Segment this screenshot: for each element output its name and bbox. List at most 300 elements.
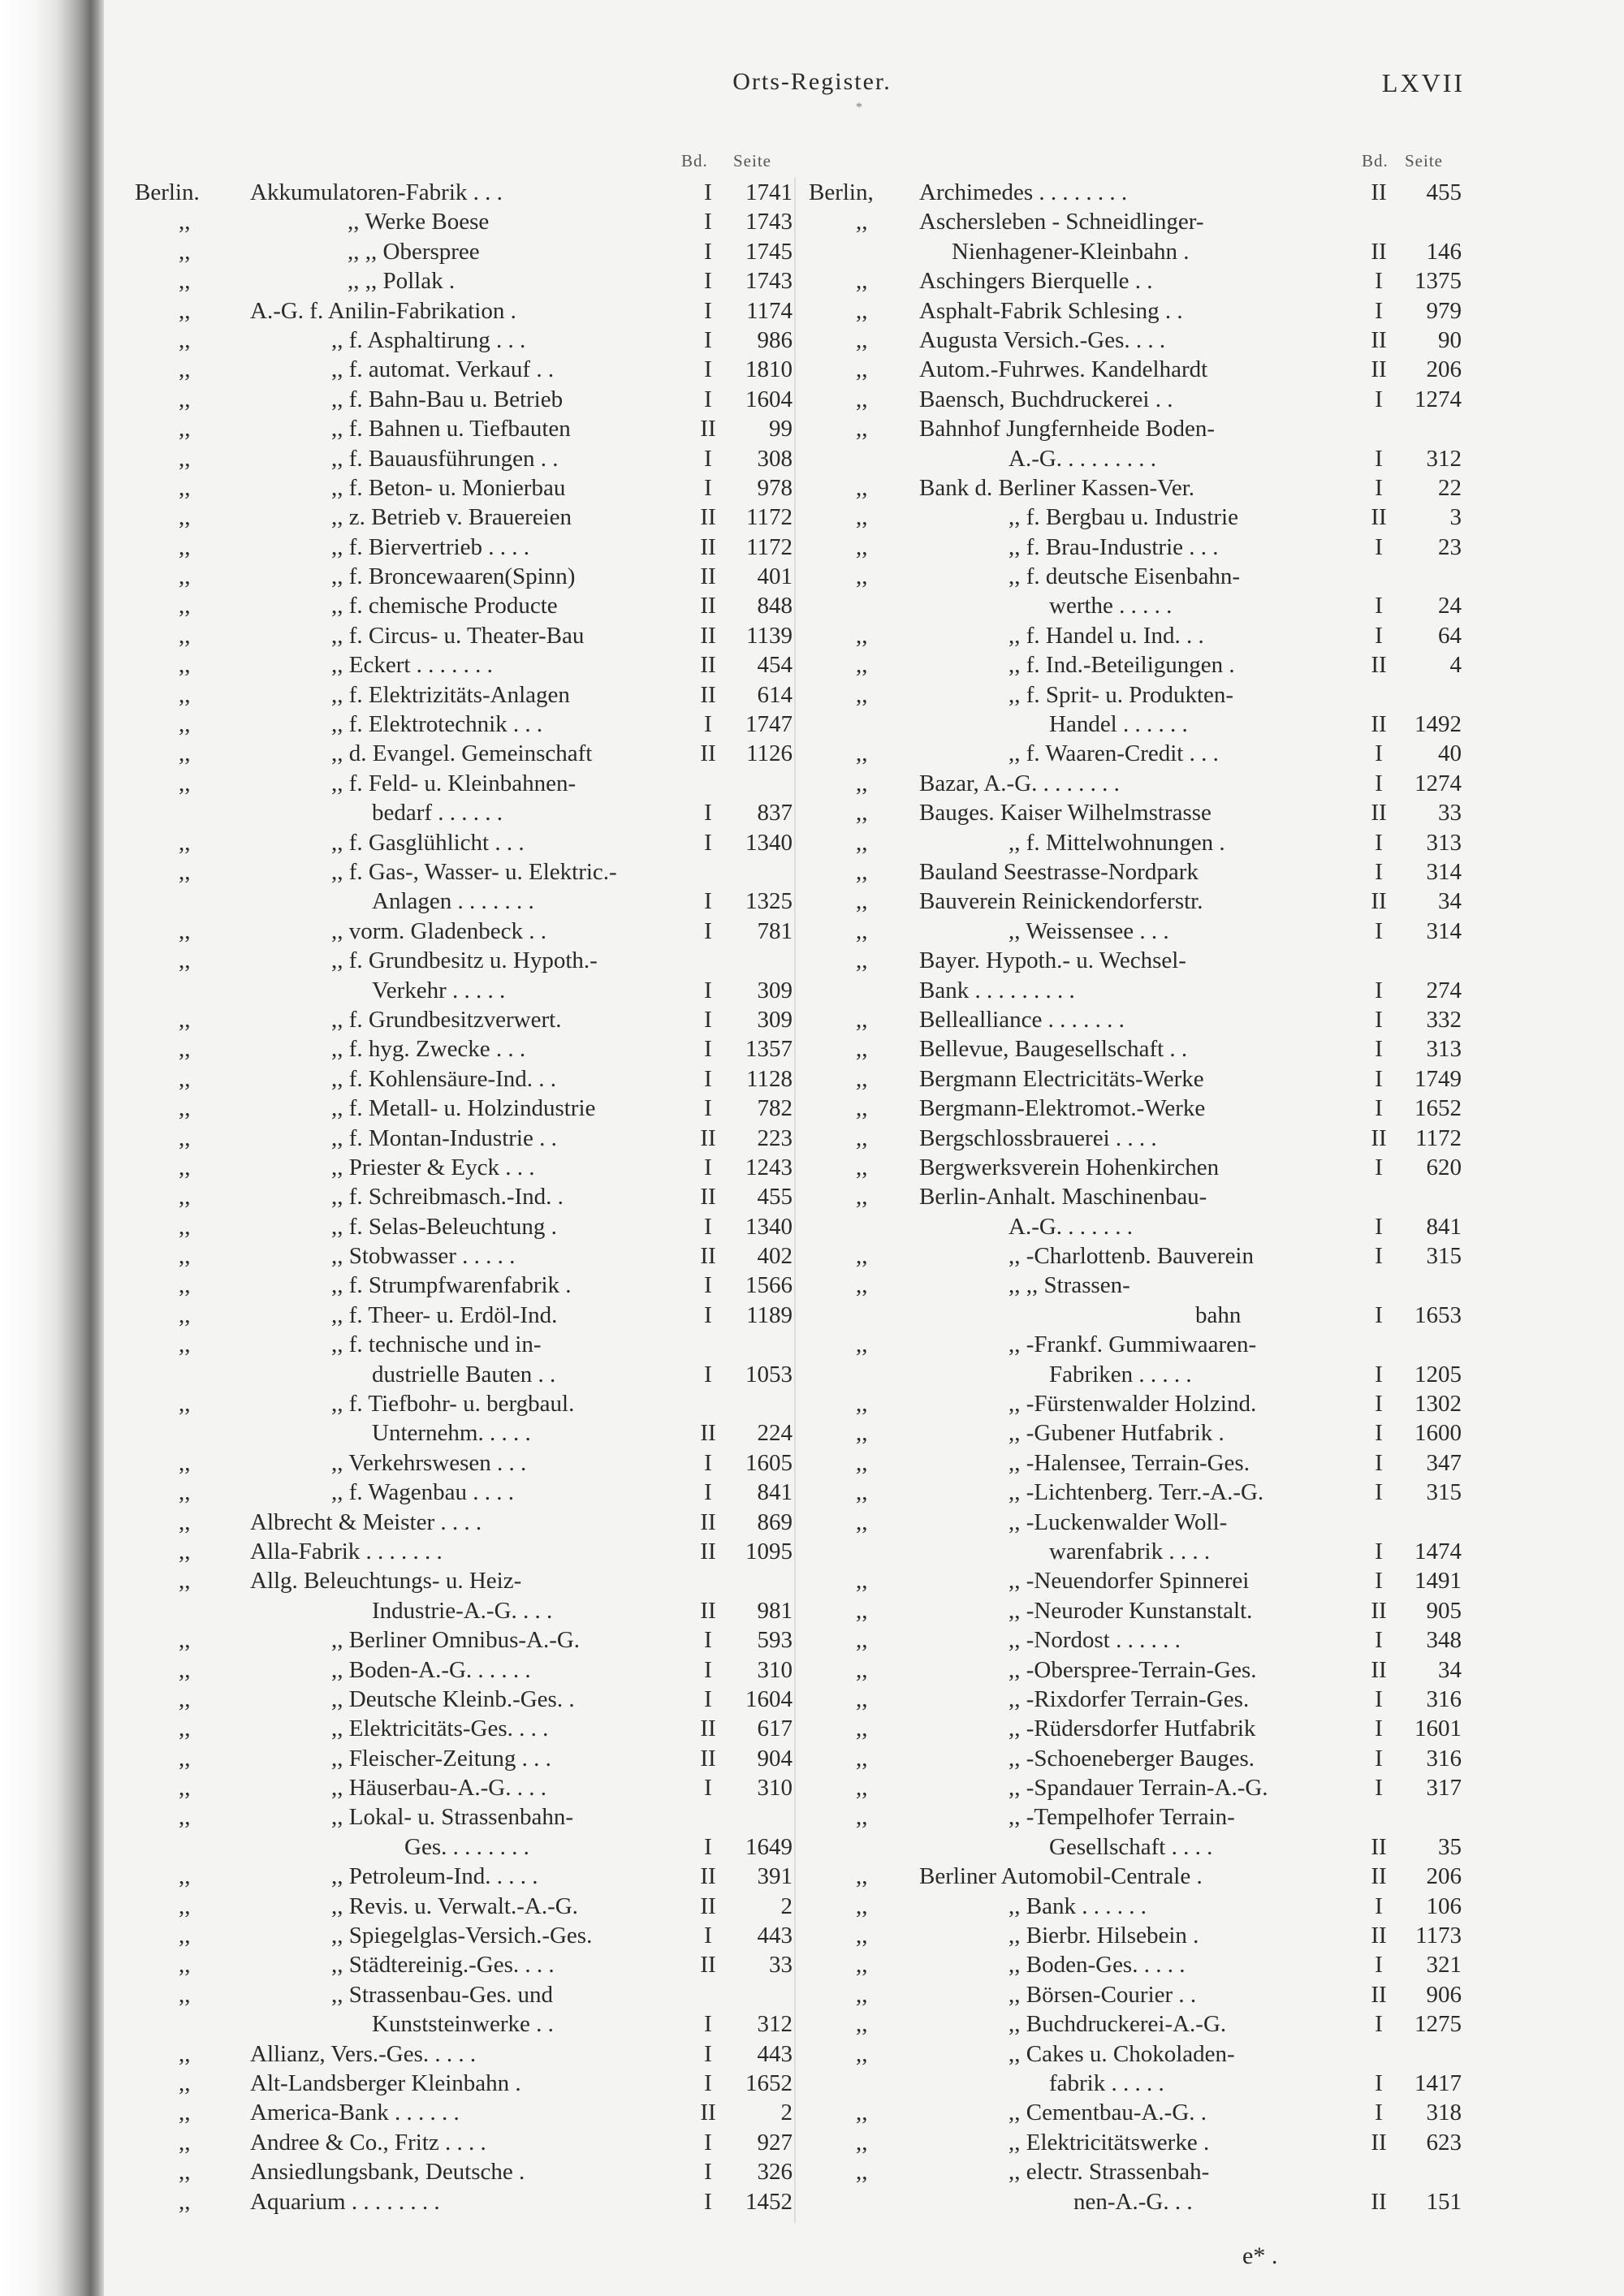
entry-prefix: ,, <box>179 711 191 738</box>
volume-number: I <box>704 1301 712 1328</box>
page-reference: 313 <box>1426 829 1462 856</box>
entry-name: ,, -Spandauer Terrain-A.-G. <box>1009 1775 1268 1802</box>
index-entry <box>0 444 1624 473</box>
volume-number: II <box>700 504 716 531</box>
entry-name: Bergmann Electricitäts-Werke <box>919 1065 1204 1092</box>
page-reference: 1749 <box>1415 1065 1462 1092</box>
entry-name: A.-G. f. Anilin-Fabrikation . <box>250 297 516 324</box>
entry-prefix: ,, <box>179 504 191 531</box>
entry-name: ,, Lokal- u. Strassenbahn- <box>331 1804 573 1831</box>
volume-number: I <box>1375 1745 1383 1772</box>
entry-prefix: ,, <box>856 1331 868 1358</box>
entry-prefix: ,, <box>856 1685 868 1712</box>
entry-prefix: ,, <box>856 1981 868 2008</box>
index-entry <box>0 1596 1624 1625</box>
entry-name: ,, f. automat. Verkauf . . <box>331 356 555 383</box>
entry-prefix: ,, <box>856 2040 868 2067</box>
page-reference: 1605 <box>745 1449 793 1476</box>
volume-number: II <box>700 1952 716 1979</box>
entry-name: ,, f. Sprit- u. Produkten- <box>1009 681 1234 708</box>
volume-number: II <box>700 2100 716 2126</box>
index-entry <box>0 1005 1624 1034</box>
index-entry <box>0 562 1624 591</box>
page-reference: 1172 <box>746 533 793 560</box>
index-entry <box>0 1094 1624 1123</box>
entry-name: ,, f. deutsche Eisenbahn- <box>1009 563 1241 590</box>
entry-name: ,, -Neuendorfer Spinnerei <box>1009 1568 1250 1595</box>
page-reference: 593 <box>757 1627 793 1654</box>
entry-name: Anlagen . . . . . . . <box>372 888 534 915</box>
entry-prefix: ,, <box>856 1627 868 1654</box>
index-entry <box>0 946 1624 975</box>
page-reference: 1652 <box>1415 1095 1462 1122</box>
entry-prefix: ,, <box>179 1213 191 1240</box>
entry-prefix: ,, <box>856 326 868 353</box>
page-reference: 1745 <box>745 238 793 265</box>
volume-number: II <box>1371 800 1387 826</box>
entry-name: Verkehr . . . . . <box>372 977 506 1003</box>
volume-number: I <box>704 888 712 915</box>
volume-number: I <box>1375 1449 1383 1476</box>
entry-name: ,, f. Bahnen u. Tiefbauten <box>331 416 571 442</box>
index-entry <box>0 1832 1624 1862</box>
volume-number: II <box>1371 2129 1387 2156</box>
entry-prefix: ,, <box>856 1745 868 1772</box>
index-entry <box>0 1271 1624 1300</box>
entry-prefix: Berlin, <box>809 179 874 205</box>
page-reference: 146 <box>1426 238 1462 265</box>
volume-number: I <box>1375 445 1383 472</box>
volume-number: I <box>704 1006 712 1033</box>
entry-name: Ges. . . . . . . . <box>404 1833 529 1860</box>
volume-number: I <box>704 1449 712 1476</box>
volume-number: I <box>1375 1952 1383 1979</box>
page-reference: 35 <box>1438 1833 1462 1860</box>
page-reference: 1452 <box>745 2188 793 2215</box>
entry-name: ,, ,, Strassen- <box>1009 1272 1130 1299</box>
page-reference: 1095 <box>745 1538 793 1564</box>
volume-number: I <box>1375 770 1383 796</box>
entry-prefix: ,, <box>179 1538 191 1564</box>
entry-name: ,, Revis. u. Verwalt.-A.-G. <box>331 1892 578 1919</box>
volume-number: II <box>1371 356 1387 383</box>
entry-name: Nienhagener-Kleinbahn . <box>952 238 1190 265</box>
entry-name: ,, -Fürstenwalder Holzind. <box>1009 1391 1257 1418</box>
entry-name: ,, -Charlottenb. Bauverein <box>1009 1243 1254 1270</box>
entry-name: bedarf . . . . . . <box>372 800 503 826</box>
entry-prefix: ,, <box>179 209 191 235</box>
index-entry <box>0 2009 1624 2039</box>
entry-prefix: ,, <box>856 917 868 944</box>
index-entry <box>0 1360 1624 1389</box>
volume-number: I <box>1375 1479 1383 1506</box>
entry-name: ,, f. Bahn-Bau u. Betrieb <box>331 386 564 412</box>
page-reference: 981 <box>757 1597 793 1624</box>
index-entry <box>0 1034 1624 1064</box>
entry-prefix: ,, <box>179 1243 191 1270</box>
index-entry <box>0 2128 1624 2157</box>
entry-prefix: ,, <box>856 1184 868 1211</box>
page-reference: 1357 <box>745 1036 793 1063</box>
entry-name: ,, f. Theer- u. Erdöl-Ind. <box>331 1301 558 1328</box>
entry-name: Bellevue, Baugesellschaft . . <box>919 1036 1188 1063</box>
entry-prefix: ,, <box>856 416 868 442</box>
index-entry <box>0 1182 1624 1211</box>
page-title: Orts-Register. <box>732 68 892 95</box>
entry-prefix: ,, <box>856 297 868 324</box>
entry-name: Gesellschaft . . . . <box>1049 1833 1213 1860</box>
entry-prefix: ,, <box>179 1449 191 1476</box>
volume-number: II <box>1371 1124 1387 1151</box>
entry-name: ,, f. Circus- u. Theater-Bau <box>331 622 585 649</box>
entry-prefix: ,, <box>856 888 868 915</box>
page-reference: 927 <box>757 2129 793 2156</box>
volume-number: II <box>1371 1656 1387 1683</box>
entry-prefix: ,, <box>179 829 191 856</box>
entry-name: Augusta Versich.-Ges. . . . <box>919 326 1166 353</box>
entry-name: Bellealliance . . . . . . . <box>919 1006 1125 1033</box>
page-reference: 979 <box>1426 297 1462 324</box>
page-reference: 1492 <box>1415 711 1462 738</box>
page-reference: 3 <box>1449 504 1462 531</box>
entry-name: ,, Boden-A.-G. . . . . . <box>331 1656 531 1683</box>
index-entry <box>0 296 1624 326</box>
index-entry <box>0 2039 1624 2069</box>
volume-number: I <box>1375 917 1383 944</box>
page-reference: 310 <box>757 1775 793 1802</box>
volume-number: I <box>1375 474 1383 501</box>
entry-name: ,, f. Selas-Beleuchtung . <box>331 1213 557 1240</box>
index-entry <box>0 1714 1624 1743</box>
volume-number: I <box>704 1213 712 1240</box>
page-reference: 223 <box>757 1124 793 1151</box>
entry-prefix: ,, <box>856 800 868 826</box>
entry-name: ,, -Halensee, Terrain-Ges. <box>1009 1449 1250 1476</box>
entry-prefix: ,, <box>856 1656 868 1683</box>
entry-name: ,, f. Elektrotechnik . . . <box>331 711 543 738</box>
index-entry <box>0 2098 1624 2127</box>
page-reference: 1652 <box>745 2070 793 2096</box>
entry-name: ,, f. Schreibmasch.-Ind. . <box>331 1184 564 1211</box>
page-reference: 1172 <box>1415 1124 1462 1151</box>
volume-number: I <box>1375 1685 1383 1712</box>
entry-name: Unternehm. . . . . <box>372 1420 531 1447</box>
index-entry <box>0 355 1624 384</box>
page-reference: 90 <box>1438 326 1462 353</box>
entry-name: ,, f. Bergbau u. Industrie <box>1009 504 1238 531</box>
volume-number: I <box>704 1775 712 1802</box>
page-reference: 1741 <box>745 179 793 205</box>
entry-name: ,, -Schoeneberger Bauges. <box>1009 1745 1255 1772</box>
volume-number: I <box>1375 533 1383 560</box>
volume-number: I <box>704 800 712 826</box>
page-reference: 316 <box>1426 1685 1462 1712</box>
index-entry <box>0 1744 1624 1773</box>
volume-number: II <box>700 533 716 560</box>
entry-prefix: ,, <box>179 268 191 295</box>
entry-name: ,, f. Grundbesitz u. Hypoth.- <box>331 947 598 974</box>
index-entry <box>0 1124 1624 1153</box>
page-reference: 64 <box>1438 622 1462 649</box>
page-reference: 904 <box>757 1745 793 1772</box>
entry-name: ,, electr. Strassenbah- <box>1009 2159 1210 2186</box>
index-entry <box>0 798 1624 827</box>
entry-prefix: ,, <box>179 1981 191 2008</box>
signature-mark: e* . <box>1242 2242 1278 2269</box>
entry-name: dustrielle Bauten . . <box>372 1361 556 1388</box>
entry-name: ,, Börsen-Courier . . <box>1009 1981 1197 2008</box>
index-entry <box>0 2157 1624 2186</box>
entry-prefix: ,, <box>179 1331 191 1358</box>
page-reference: 620 <box>1426 1154 1462 1180</box>
entry-name: ,, -Tempelhofer Terrain- <box>1009 1804 1235 1831</box>
volume-number: I <box>704 2159 712 2186</box>
entry-prefix: ,, <box>179 652 191 679</box>
entry-name: ,, f. Strumpfwarenfabrik . <box>331 1272 572 1299</box>
volume-number: I <box>1375 1154 1383 1180</box>
entry-name: ,, f. Mittelwohnungen . <box>1009 829 1225 856</box>
page-reference: 401 <box>757 563 793 590</box>
page-reference: 2 <box>780 2100 793 2126</box>
page-reference: 1743 <box>745 209 793 235</box>
volume-number: I <box>704 1095 712 1122</box>
entry-prefix: ,, <box>856 1804 868 1831</box>
entry-prefix: ,, <box>179 1892 191 1919</box>
volume-number: I <box>704 977 712 1003</box>
entry-prefix: ,, <box>179 2040 191 2067</box>
index-entry <box>0 1537 1624 1566</box>
entry-prefix: ,, <box>856 1124 868 1151</box>
index-entry <box>0 1685 1624 1714</box>
entry-name: ,, Häuserbau-A.-G. . . . <box>331 1775 546 1802</box>
page-reference: 1566 <box>745 1272 793 1299</box>
index-entry <box>0 857 1624 887</box>
page-reference: 1174 <box>746 297 793 324</box>
volume-number: I <box>1375 1301 1383 1328</box>
entry-name: ,, -Gubener Hutfabrik . <box>1009 1420 1224 1447</box>
entry-prefix: ,, <box>179 1508 191 1535</box>
entry-name: ,, Stobwasser . . . . . <box>331 1243 516 1270</box>
page-reference: 781 <box>757 917 793 944</box>
index-entry <box>0 237 1624 266</box>
volume-number: II <box>1371 179 1387 205</box>
index-entry <box>0 917 1624 946</box>
volume-number: II <box>700 416 716 442</box>
page-reference: 1417 <box>1415 2070 1462 2096</box>
entry-prefix: ,, <box>179 2159 191 2186</box>
entry-name: ,, f. Montan-Industrie . . <box>331 1124 557 1151</box>
entry-prefix: ,, <box>179 681 191 708</box>
index-entry <box>0 1921 1624 1950</box>
entry-prefix: ,, <box>179 1952 191 1979</box>
page-reference: 23 <box>1438 533 1462 560</box>
page-reference: 308 <box>757 445 793 472</box>
entry-prefix: ,, <box>179 1745 191 1772</box>
entry-name: ,, f. Ind.-Beteiligungen . <box>1009 652 1235 679</box>
entry-prefix: ,, <box>179 1272 191 1299</box>
index-entry <box>0 680 1624 710</box>
entry-prefix: ,, <box>179 1095 191 1122</box>
index-entry <box>0 1153 1624 1182</box>
volume-number: II <box>1371 504 1387 531</box>
entry-prefix: ,, <box>856 1892 868 1919</box>
entry-name: ,, f. Bauausführungen . . <box>331 445 559 472</box>
entry-name: Alla-Fabrik . . . . . . . <box>250 1538 443 1564</box>
entry-prefix: ,, <box>856 1952 868 1979</box>
entry-prefix: ,, <box>856 1923 868 1949</box>
index-entry <box>0 2069 1624 2098</box>
page-reference: 848 <box>757 593 793 619</box>
entry-prefix: ,, <box>856 356 868 383</box>
volume-number: I <box>704 1685 712 1712</box>
index-entry <box>0 1625 1624 1655</box>
entry-name: ,, Bierbr. Hilsebein . <box>1009 1923 1199 1949</box>
entry-prefix: ,, <box>179 533 191 560</box>
entry-name: A.-G. . . . . . . <box>1009 1213 1134 1240</box>
index-entry <box>0 266 1624 296</box>
entry-name: ,, Berliner Omnibus-A.-G. <box>331 1627 581 1654</box>
entry-name: ,, Deutsche Kleinb.-Ges. . <box>331 1685 575 1712</box>
page-reference: 315 <box>1426 1479 1462 1506</box>
volume-number: II <box>700 1716 716 1742</box>
entry-name: Archimedes . . . . . . . . <box>919 179 1128 205</box>
entry-prefix: Berlin. <box>135 179 200 205</box>
entry-prefix: ,, <box>179 1154 191 1180</box>
index-entry <box>0 621 1624 650</box>
entry-name: ,, ,, Pollak . <box>348 268 456 295</box>
page-reference: 99 <box>769 416 793 442</box>
entry-name: ,, -Lichtenberg. Terr.-A.-G. <box>1009 1479 1264 1506</box>
volume-number: I <box>704 1036 712 1063</box>
index-entry <box>0 739 1624 768</box>
page-reference: 1340 <box>745 1213 793 1240</box>
entry-name: ,, Elektricitätswerke . <box>1009 2129 1210 2156</box>
entry-name: Albrecht & Meister . . . . <box>250 1508 482 1535</box>
entry-prefix: ,, <box>856 2129 868 2156</box>
entry-prefix: ,, <box>856 770 868 796</box>
page-reference: 614 <box>757 681 793 708</box>
entry-prefix: ,, <box>856 1065 868 1092</box>
volume-number: II <box>700 652 716 679</box>
right-column-entries <box>0 178 1624 2216</box>
page-reference: 312 <box>757 2011 793 2038</box>
index-entry <box>0 1508 1624 1537</box>
entry-name: ,, f. Metall- u. Holzindustrie <box>331 1095 596 1122</box>
volume-number: I <box>704 297 712 324</box>
entry-name: ,, -Rüdersdorfer Hutfabrik <box>1009 1716 1256 1742</box>
entry-name: A.-G. . . . . . . . . <box>1009 445 1157 472</box>
entry-name: Bank . . . . . . . . . <box>919 977 1075 1003</box>
page-reference: 455 <box>1426 179 1462 205</box>
page-reference: 310 <box>757 1656 793 1683</box>
entry-name: ,, f. Biervertrieb . . . . <box>331 533 530 560</box>
index-entry <box>0 976 1624 1005</box>
entry-name: ,, f. Kohlensäure-Ind. . . <box>331 1065 557 1092</box>
page-reference: 34 <box>1438 1656 1462 1683</box>
page-reference: 906 <box>1426 1981 1462 2008</box>
index-entry <box>0 769 1624 798</box>
index-entry <box>0 1212 1624 1241</box>
page-reference: 34 <box>1438 888 1462 915</box>
entry-prefix: ,, <box>856 829 868 856</box>
page-reference: 841 <box>757 1479 793 1506</box>
entry-name: ,, Weissensee . . . <box>1009 917 1169 944</box>
entry-prefix: ,, <box>179 740 191 767</box>
entry-prefix: ,, <box>179 1006 191 1033</box>
index-entry <box>0 1418 1624 1448</box>
index-entry <box>0 2187 1624 2216</box>
entry-prefix: ,, <box>856 1597 868 1624</box>
entry-name: Bauland Seestrasse-Nordpark <box>919 858 1199 885</box>
entry-prefix: ,, <box>179 1036 191 1063</box>
left-bd-header: Bd. <box>681 151 708 170</box>
volume-number: I <box>704 829 712 856</box>
index-entry <box>0 1478 1624 1507</box>
entry-prefix: ,, <box>856 209 868 235</box>
entry-prefix: ,, <box>856 1449 868 1476</box>
entry-prefix: ,, <box>179 1863 191 1890</box>
entry-prefix: ,, <box>179 2188 191 2215</box>
entry-name: Aschersleben - Schneidlinger- <box>919 209 1204 235</box>
entry-name: ,, Strassenbau-Ges. und <box>331 1981 554 2008</box>
index-entry <box>0 1301 1624 1330</box>
entry-prefix: ,, <box>856 1243 868 1270</box>
page-reference: 1172 <box>746 504 793 531</box>
page-number: LXVII <box>1381 68 1465 97</box>
index-entry <box>0 1241 1624 1271</box>
entry-name: ,, f. technische und in- <box>331 1331 542 1358</box>
volume-number: I <box>704 356 712 383</box>
volume-number: I <box>1375 1036 1383 1063</box>
entry-name: Bergmann-Elektromot.-Werke <box>919 1095 1206 1122</box>
volume-number: I <box>704 326 712 353</box>
entry-name: ,, f. Gas-, Wasser- u. Elektric.- <box>331 858 617 885</box>
entry-name: werthe . . . . . <box>1049 593 1173 619</box>
entry-name: ,, Fleischer-Zeitung . . . <box>331 1745 551 1772</box>
entry-name: Baensch, Buchdruckerei . . <box>919 386 1173 412</box>
page-reference: 1604 <box>745 1685 793 1712</box>
entry-prefix: ,, <box>179 947 191 974</box>
volume-number: II <box>700 1184 716 1211</box>
entry-name: Autom.-Fuhrwes. Kandelhardt <box>919 356 1208 383</box>
entry-name: ,, f. Broncewaaren(Spinn) <box>331 563 576 590</box>
page-reference: 1139 <box>746 622 793 649</box>
entry-prefix: ,, <box>179 770 191 796</box>
entry-prefix: ,, <box>856 2011 868 2038</box>
volume-number: I <box>704 2011 712 2038</box>
entry-prefix: ,, <box>179 1775 191 1802</box>
entry-prefix: ,, <box>179 2129 191 2156</box>
volume-number: I <box>704 386 712 412</box>
page-reference: 206 <box>1426 1863 1462 1890</box>
volume-number: I <box>704 209 712 235</box>
volume-number: II <box>700 1745 716 1772</box>
entry-prefix: ,, <box>856 1479 868 1506</box>
entry-name: ,, Spiegelglas-Versich.-Ges. <box>331 1923 593 1949</box>
entry-prefix: ,, <box>856 563 868 590</box>
volume-number: II <box>1371 1981 1387 2008</box>
page-reference: 1053 <box>745 1361 793 1388</box>
page-reference: 1653 <box>1415 1301 1462 1328</box>
index-entry <box>0 1980 1624 2009</box>
index-entry <box>0 1950 1624 1979</box>
volume-number: II <box>700 1508 716 1535</box>
volume-number: I <box>704 445 712 472</box>
entry-prefix: ,, <box>856 622 868 649</box>
volume-number: II <box>700 563 716 590</box>
entry-prefix: ,, <box>179 386 191 412</box>
header-ornament: * <box>856 101 862 114</box>
